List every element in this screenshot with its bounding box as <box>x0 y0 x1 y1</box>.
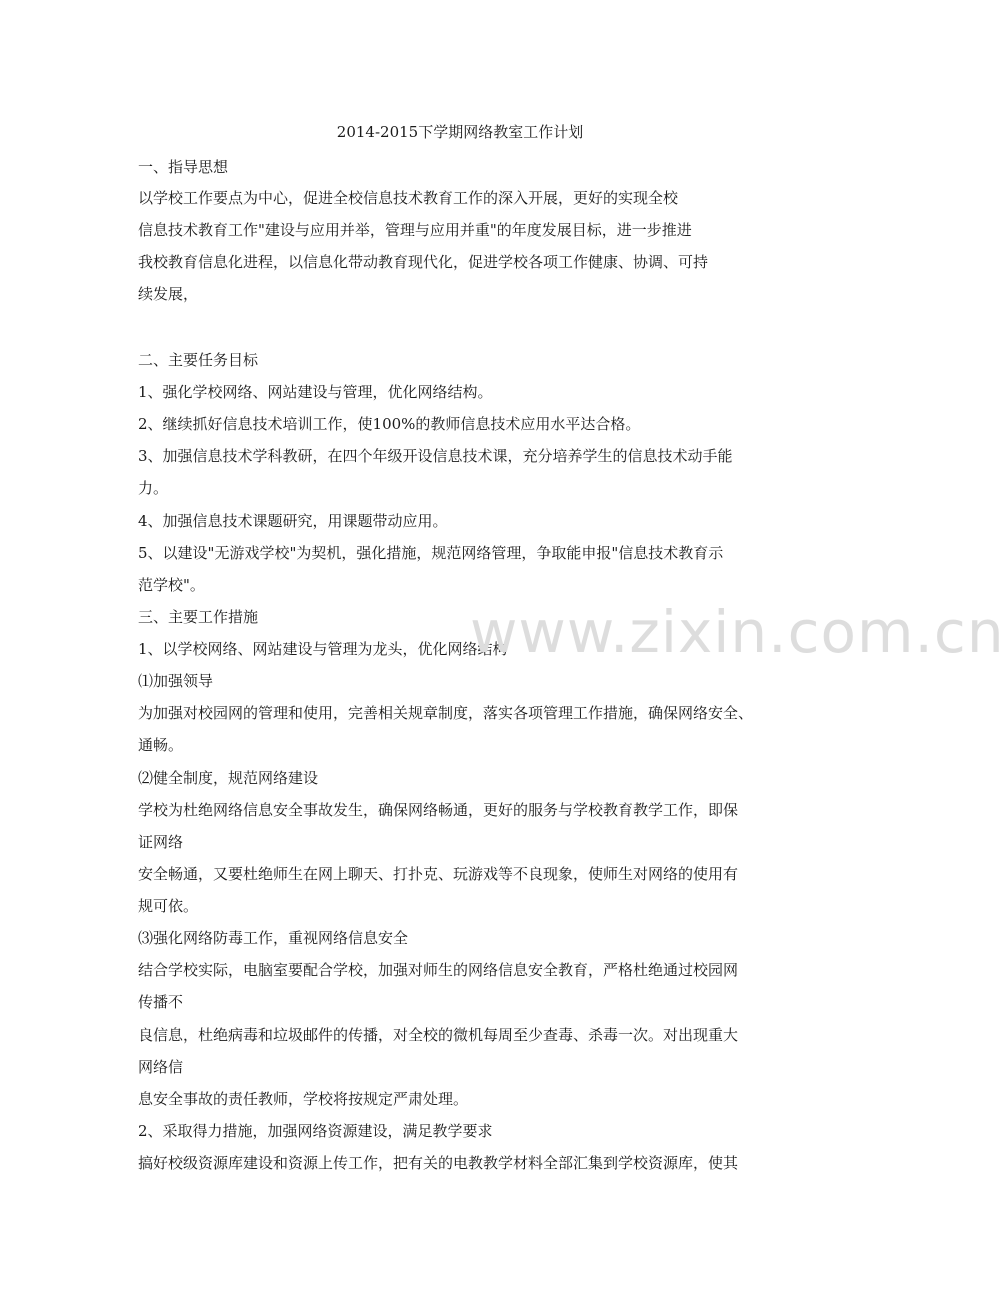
list-item-continued: 力。 <box>138 479 169 497</box>
document-title: 2014-2015下学期网络教室工作计划 <box>336 123 584 141</box>
list-item: 1、强化学校网络、网站建设与管理，优化网络结构。 <box>138 383 493 401</box>
item-heading: ⑵健全制度，规范网络建设 <box>138 769 319 787</box>
paragraph-line: 安全畅通，又要杜绝师生在网上聊天、打扑克、玩游戏等不良现象，使师生对网络的使用有 <box>138 865 739 883</box>
item-heading: ⑶强化网络防毒工作，重视网络信息安全 <box>138 929 409 947</box>
list-item: 4、加强信息技术课题研究，用课题带动应用。 <box>138 512 448 530</box>
paragraph-line: 良信息，杜绝病毒和垃圾邮件的传播，对全校的微机每周至少查毒、杀毒一次。对出现重大 <box>138 1026 739 1044</box>
paragraph-line: 息安全事故的责任教师，学校将按规定严肃处理。 <box>138 1090 469 1108</box>
list-item: 3、加强信息技术学科教研，在四个年级开设信息技术课，充分培养学生的信息技术动手能 <box>138 447 733 465</box>
paragraph-line: 续发展， <box>138 285 199 303</box>
paragraph-line: 我校教育信息化进程，以信息化带动教育现代化，促进学校各项工作健康、协调、可持 <box>138 253 709 271</box>
item-heading: ⑴加强领导 <box>138 672 214 690</box>
paragraph-line: 规可依。 <box>138 897 199 915</box>
list-item-continued: 范学校"。 <box>138 576 205 594</box>
paragraph-line: 为加强对校园网的管理和使用，完善相关规章制度，落实各项管理工作措施，确保网络安全、 <box>138 704 754 722</box>
paragraph-line: 搞好校级资源库建设和资源上传工作，把有关的电教教学材料全部汇集到学校资源库，使其 <box>138 1154 739 1172</box>
subsection-heading: 2、采取得力措施，加强网络资源建设，满足教学要求 <box>138 1122 493 1140</box>
watermark: www.zixin.com.cn <box>470 598 1005 666</box>
subsection-heading: 1、以学校网络、网站建设与管理为龙头，优化网络结构 <box>138 640 508 658</box>
paragraph-line: 传播不 <box>138 993 184 1011</box>
paragraph-line: 学校为杜绝网络信息安全事故发生，确保网络畅通，更好的服务与学校教育教学工作，即保 <box>138 801 739 819</box>
paragraph-line: 信息技术教育工作"建设与应用并举，管理与应用并重"的年度发展目标，进一步推进 <box>138 221 692 239</box>
list-item: 2、继续抓好信息技术培训工作，使100%的教师信息技术应用水平达合格。 <box>138 415 641 433</box>
section-heading: 一、指导思想 <box>138 158 229 176</box>
paragraph-line: 以学校工作要点为中心，促进全校信息技术教育工作的深入开展，更好的实现全校 <box>138 189 679 207</box>
paragraph-line: 通畅。 <box>138 736 184 754</box>
paragraph-line: 网络信 <box>138 1058 184 1076</box>
section-heading: 二、主要任务目标 <box>138 351 259 369</box>
paragraph-line: 结合学校实际，电脑室要配合学校，加强对师生的网络信息安全教育，严格杜绝通过校园网 <box>138 961 739 979</box>
paragraph-line: 证网络 <box>138 833 184 851</box>
list-item: 5、以建设"无游戏学校"为契机，强化措施，规范网络管理，争取能申报"信息技术教育示 <box>138 544 724 562</box>
section-heading: 三、主要工作措施 <box>138 608 259 626</box>
